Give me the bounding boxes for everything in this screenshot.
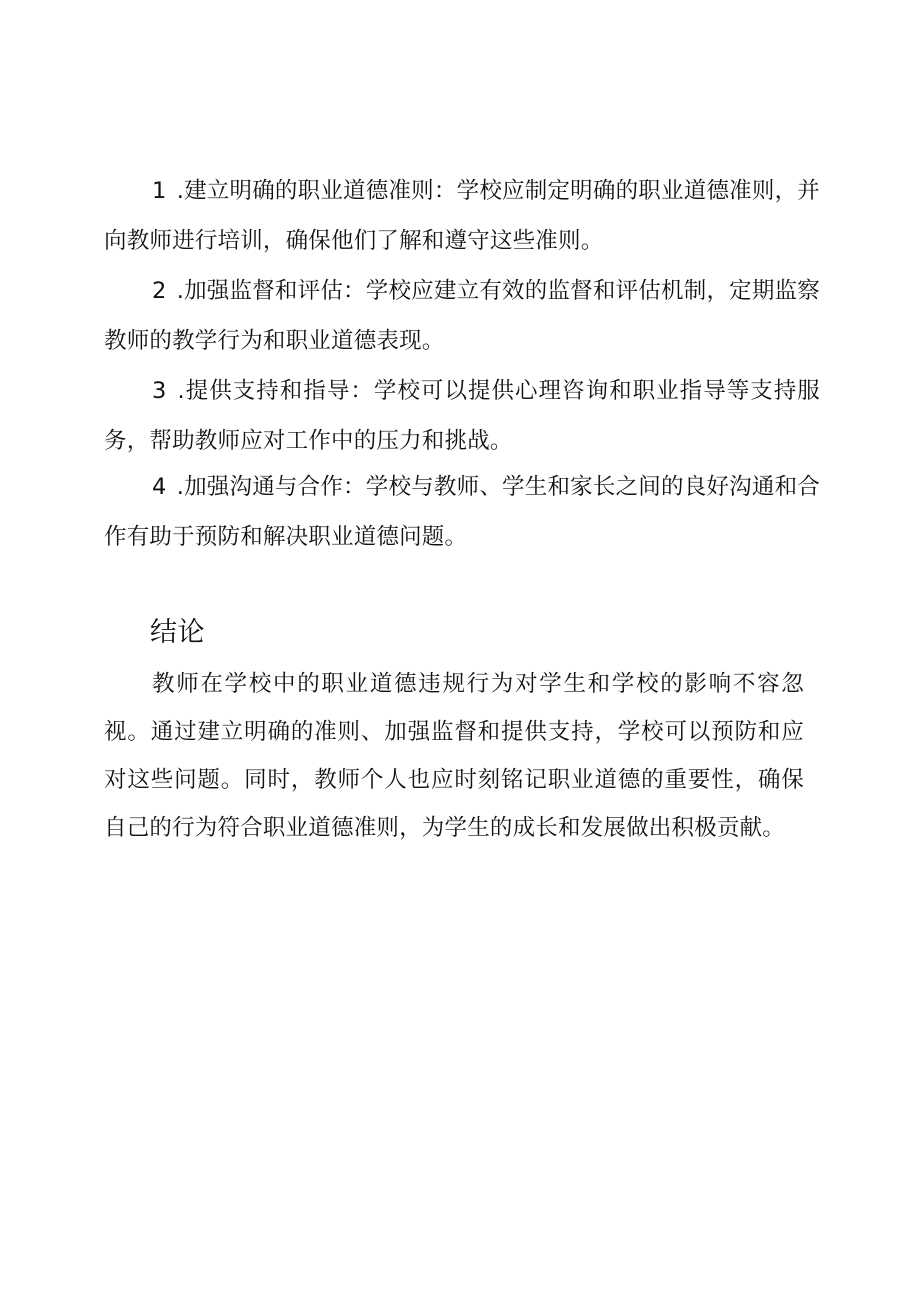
conclusion-paragraph: 教师在学校中的职业道德违规行为对学生和学校的影响不容忽视。通过建立明确的准则、加强监督和提供支持，学校可以预防和应对这些问题。同时，教师个人也应时刻铭记职业道德的重要性，确保自己的行为符合职业道德准则，为学生的成长和发展做出积极贡献。 xyxy=(104,671,804,841)
measure-text: .加强监督和评估：学校应建立有效的监督和评估机制，定期监察教师的教学行为和职业道德表现。 xyxy=(104,278,820,354)
measure-number: 2 xyxy=(152,278,170,304)
measure-number: 4 xyxy=(152,474,170,500)
measure-item-2 xyxy=(104,266,820,366)
conclusion-heading: 结论 xyxy=(150,617,205,648)
measure-item-1 xyxy=(104,166,820,266)
measure-text: .建立明确的职业道德准则：学校应制定明确的职业道德准则，并向教师进行培训，确保他们了解和遵守这些准则。 xyxy=(104,178,820,254)
measure-text: .加强沟通与合作：学校与教师、学生和家长之间的良好沟通和合作有助于预防和解决职业道德问题。 xyxy=(104,474,820,550)
measure-item-4 xyxy=(104,462,820,562)
measure-item-3 xyxy=(104,366,820,466)
measure-text: .提供支持和指导：学校可以提供心理咨询和职业指导等支持服务，帮助教师应对工作中的压力和挑战。 xyxy=(104,378,820,454)
measure-number: 3 xyxy=(152,378,170,404)
measure-number: 1 xyxy=(152,178,170,204)
